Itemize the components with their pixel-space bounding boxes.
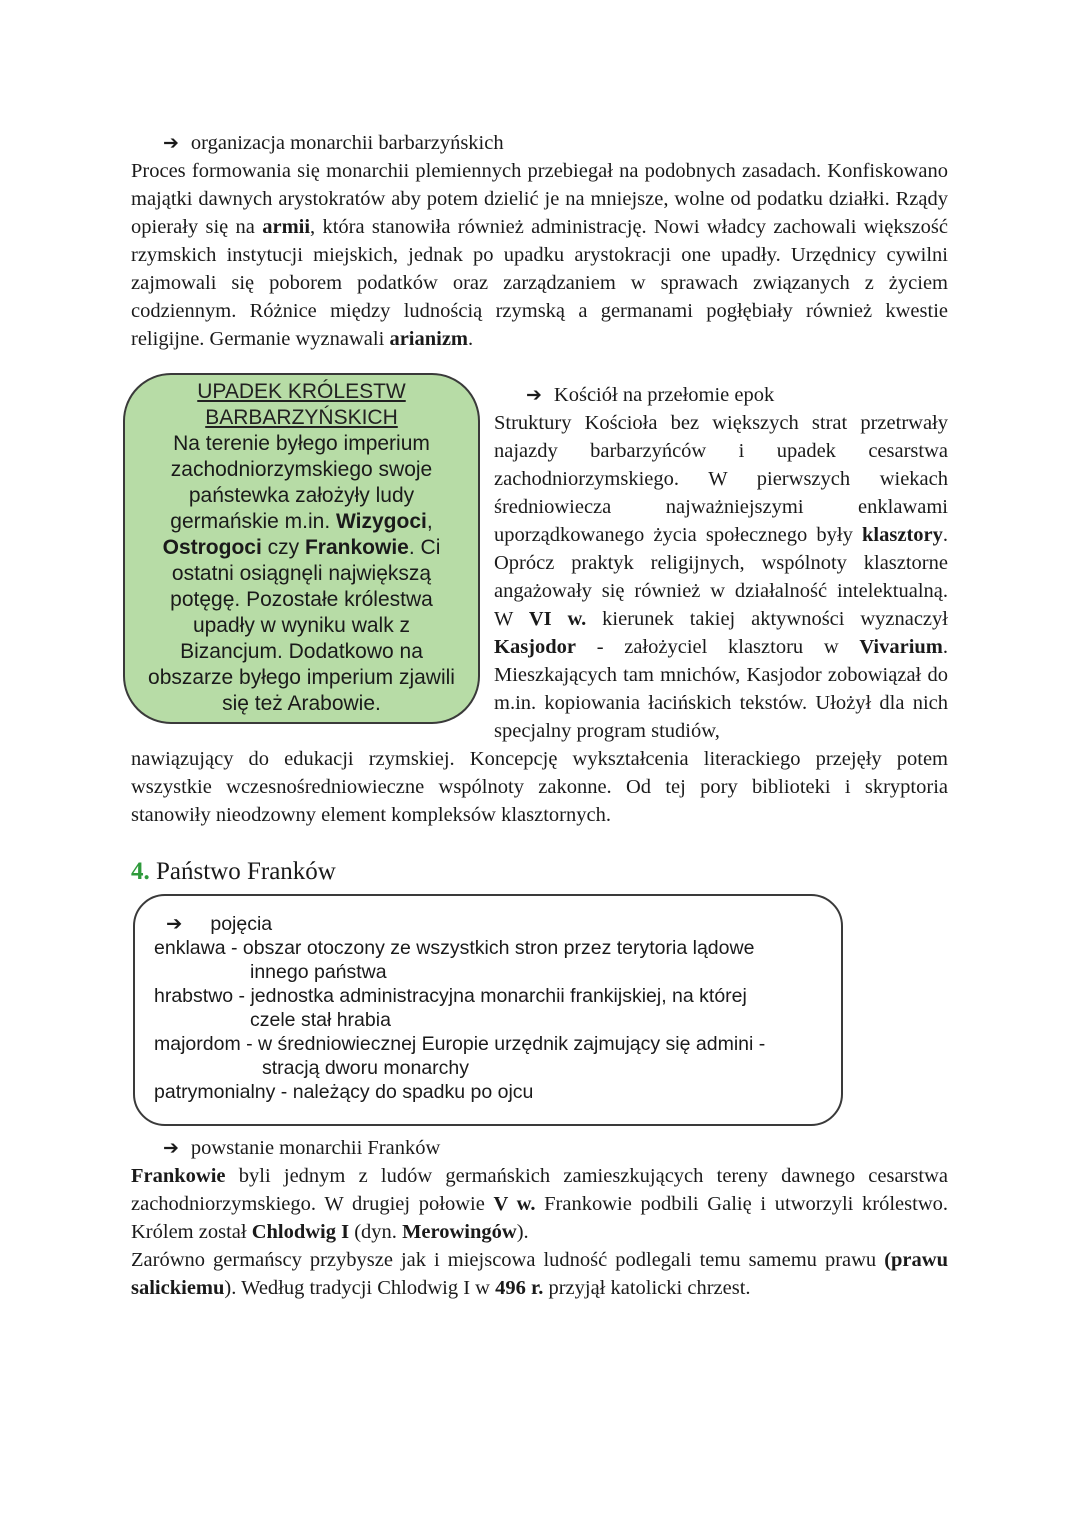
- box-title: BARBARZYŃSKICH: [205, 406, 398, 429]
- paragraph: Struktury Kościoła bez większych strat przetrwały najazdy barbarzyńców i upadek cesarstwa zachodniorzymskiego. W pierwszych wiekach średniowiecza najważniejszymi enklawami uporządkowanego życia społecznego były klasztory. Oprócz praktyk religijnych, wspólnoty klasztorne angażowały się również w działalność intelektualną. W VI w. kierunek takiej aktywności wyznaczył Kasjodor - założyciel klasztoru w Vivarium. Mieszkających tam mnichów, Kasjodor zobowiązał do m.in. kopiowania łacińskich tekstów. Ułożył dla nich specjalny program studiów,: [494, 412, 948, 742]
- paragraph: Proces formowania się monarchii plemiennych przebiegał na podobnych zasadach. Konfiskowano majątki dawnych arystokratów aby potem dzielić je na mniejsze, wolne od podatku działki. Rządy opierały się na armii, która stanowiła również administrację. Nowi władcy zachowali większość rzymskich instytucji miejskich, jednak po upadku arystokracji one upadły. Urzędnicy cywilni zajmowali się poborem podatków oraz zarządzaniem w sprawach związanych z życiem codziennym. Różnice między ludnością rzymską a germanami pogłębiały również kwestie religijne. Germanie wyznawali arianizm.: [131, 160, 948, 350]
- chapter-heading: 4. Państwo Franków: [131, 858, 336, 885]
- arrow-right-icon: ➔: [526, 384, 542, 406]
- box-title: UPADEK KRÓLESTW: [197, 380, 406, 403]
- definition-enklawa: enklawa - obszar otoczony ze wszystkich stron przez terytoria lądowe: [154, 937, 755, 959]
- definitions-heading: ➔ pojęcia: [166, 912, 273, 935]
- section-kosciol: [494, 381, 948, 745]
- bold-term: armii: [262, 216, 311, 238]
- definition-continued: czele stał hrabia: [250, 1009, 391, 1031]
- section-heading: ➔ Kościół na przełomie epok: [526, 384, 775, 406]
- section-powstanie-monarchii: [131, 1134, 948, 1302]
- definition-patrymonialny: patrymonialny - należący do spadku po ojcu: [154, 1081, 534, 1103]
- section-monarchie-barbarzynskie: [131, 129, 948, 353]
- definition-hrabstwo: hrabstwo - jednostka administracyjna monarchii frankijskiej, na której: [154, 985, 747, 1007]
- bold-term: arianizm: [389, 328, 469, 350]
- definition-continued: stracją dworu monarchy: [262, 1057, 469, 1079]
- arrow-right-icon: ➔: [163, 1137, 179, 1159]
- section-heading: ➔ organizacja monarchii barbarzyńskich: [163, 132, 504, 154]
- section-heading: ➔ powstanie monarchii Franków: [163, 1137, 441, 1159]
- definition-majordom: majordom - w średniowiecznej Europie urzędnik zajmujący się admini -: [154, 1033, 766, 1055]
- paragraph: Zarówno germańscy przybysze jak i miejscowa ludność podlegali temu samemu prawu (prawu salickiemu). Według tradycji Chlodwig I w 496 r. przyjął katolicki chrzest.: [131, 1249, 948, 1299]
- info-box-upadek-krolestw: [123, 373, 480, 724]
- arrow-right-icon: ➔: [163, 132, 179, 154]
- definition-continued: innego państwa: [250, 961, 387, 983]
- paragraph: Frankowie byli jednym z ludów germańskich zamieszkujących tereny dawnego cesarstwa zachodniorzymskiego. W drugiej połowie V w. Frankowie podbili Galię i utworzyli królestwo. Królem został Chlodwig I (dyn. Merowingów).: [131, 1165, 949, 1243]
- box-text: Na terenie byłego imperium zachodniorzymskiego swoje państewka założyły ludy germańskie m.in. Wizygoci, Ostrogoci czy Frankowie. Ci ostatni osiągnęli największą potęgę. Pozostałe królestwa upadły w wyniku walk z Bizancjum. Dodatkowo na obszarze byłego imperium zjawili się też Arabowie.: [148, 432, 455, 715]
- definitions-box: [133, 894, 843, 1126]
- arrow-right-icon: ➔: [166, 912, 183, 935]
- paragraph-continued: nawiązujący do edukacji rzymskiej. Koncepcję wykształcenia literackiego przejęły potem wszystkie wczesnośredniowieczne wspólnoty zakonne. Od tej pory biblioteki i skryptoria stanowiły nieodzowny element kompleksów klasztornych.: [131, 748, 948, 826]
